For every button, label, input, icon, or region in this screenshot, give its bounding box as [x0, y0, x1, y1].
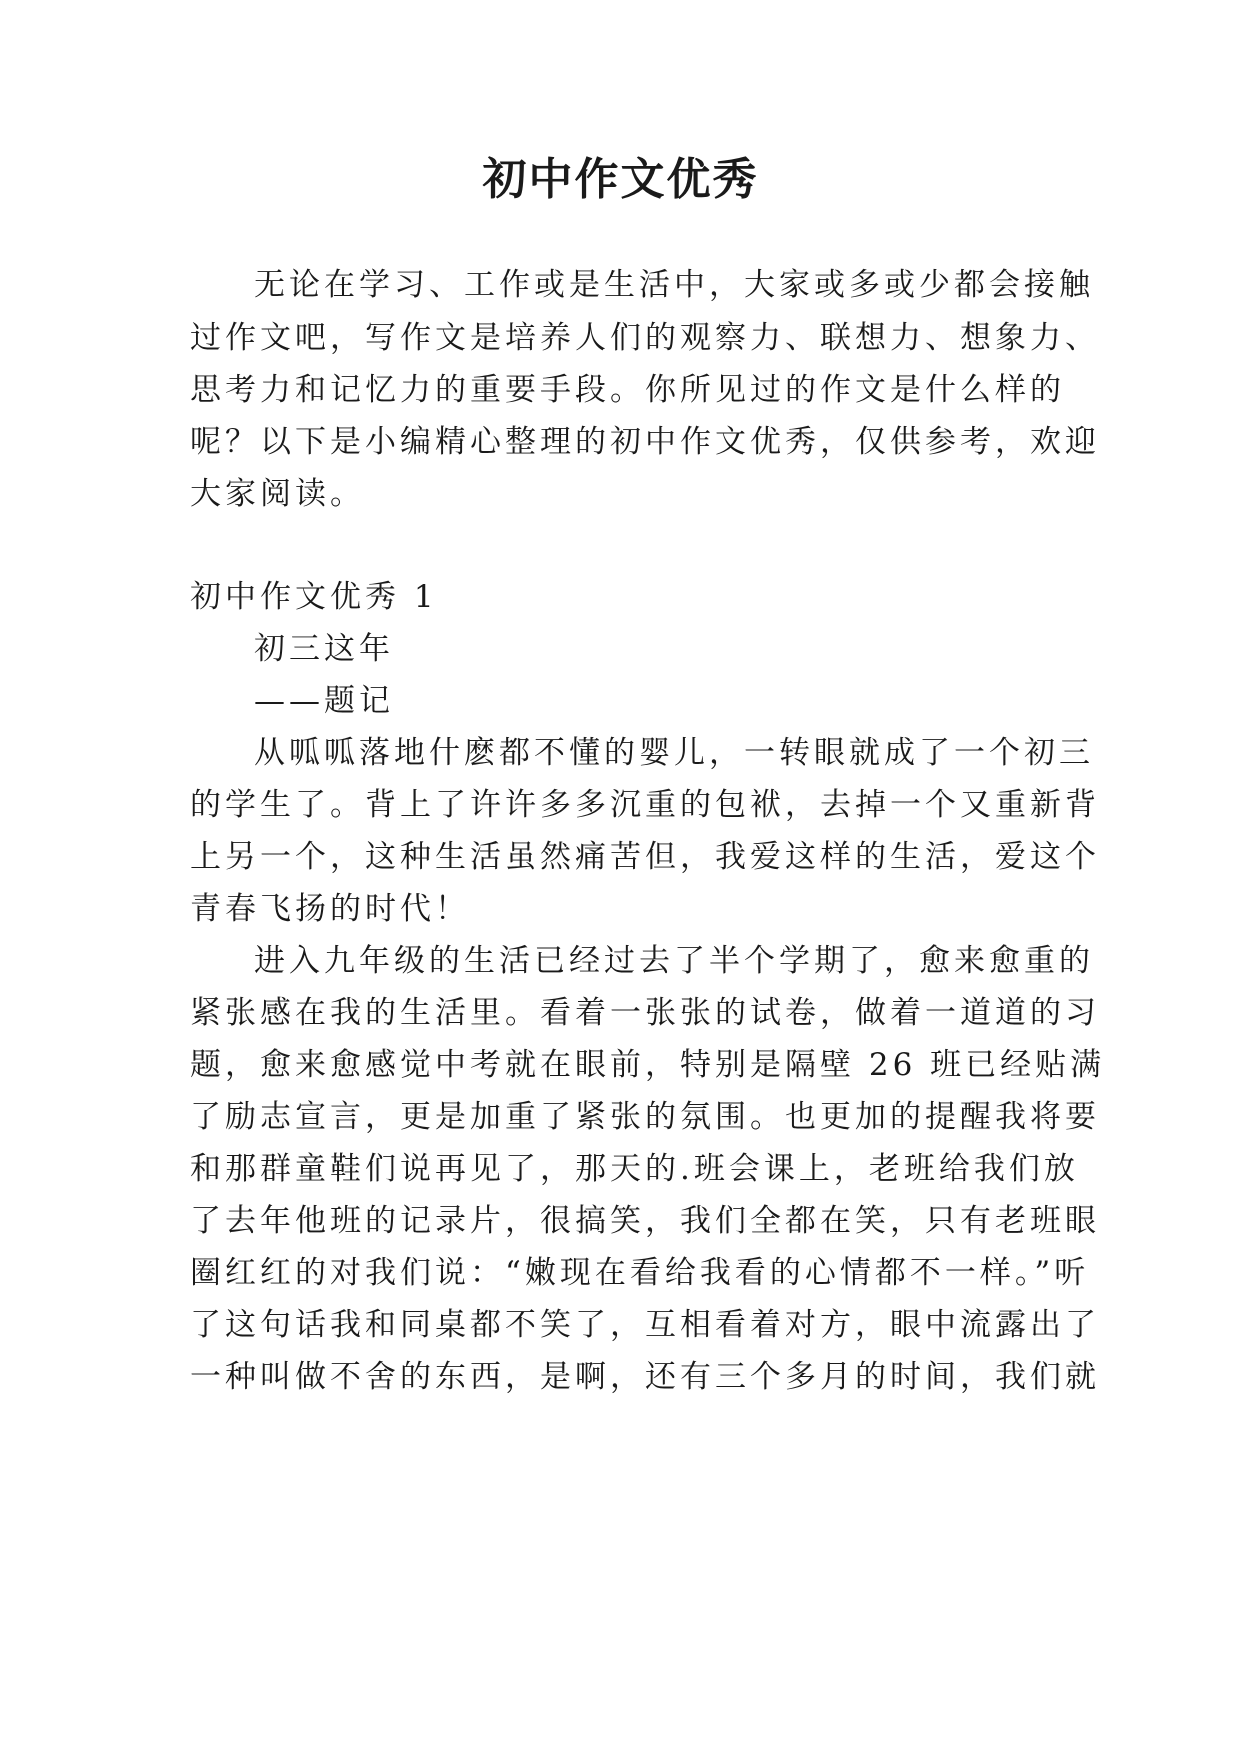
paragraph-line: 上另一个，这种生活虽然痛苦但，我爱这样的生活，爱这个: [190, 839, 1100, 875]
section-heading: 初中作文优秀 1: [190, 579, 438, 615]
paragraph-line: 题，愈来愈感觉中考就在眼前，特别是隔壁 26 班已经贴满: [190, 1047, 1106, 1083]
paragraph-line: 了励志宣言，更是加重了紧张的氛围。也更加的提醒我将要: [190, 1099, 1100, 1135]
paragraph-line: 的学生了。背上了许许多多沉重的包袱，去掉一个又重新背: [190, 787, 1100, 823]
document-title: 初中作文优秀: [482, 154, 759, 205]
paragraph-line: 一种叫做不舍的东西，是啊，还有三个多月的时间，我们就: [190, 1359, 1100, 1395]
paragraph-line: 紧张感在我的生活里。看着一张张的试卷，做着一道道的习: [190, 995, 1100, 1031]
intro-line: 过作文吧，写作文是培养人们的观察力、联想力、想象力、: [190, 320, 1100, 356]
paragraph-line: 圈红红的对我们说：“嫩现在看给我看的心情都不一样。”听: [190, 1255, 1090, 1291]
intro-line: 思考力和记忆力的重要手段。你所见过的作文是什么样的: [190, 372, 1065, 408]
paragraph-line: 了这句话我和同桌都不笑了，互相看着对方，眼中流露出了: [190, 1307, 1100, 1343]
essay-subtitle: 初三这年: [254, 631, 394, 667]
paragraph-line: 进入九年级的生活已经过去了半个学期了，愈来愈重的: [254, 943, 1094, 979]
paragraph-line: 从呱呱落地什麽都不懂的婴儿，一转眼就成了一个初三: [254, 735, 1094, 771]
intro-line: 呢？以下是小编精心整理的初中作文优秀，仅供参考，欢迎: [190, 424, 1100, 460]
essay-subtitle-note: ——题记: [254, 683, 394, 719]
intro-line: 无论在学习、工作或是生活中，大家或多或少都会接触: [254, 267, 1094, 303]
paragraph-line: 了去年他班的记录片，很搞笑，我们全都在笑，只有老班眼: [190, 1203, 1100, 1239]
paragraph-line: 和那群童鞋们说再见了，那天的.班会课上，老班给我们放: [190, 1151, 1079, 1187]
intro-line: 大家阅读。: [190, 476, 365, 512]
paragraph-line: 青春飞扬的时代！: [190, 891, 470, 927]
